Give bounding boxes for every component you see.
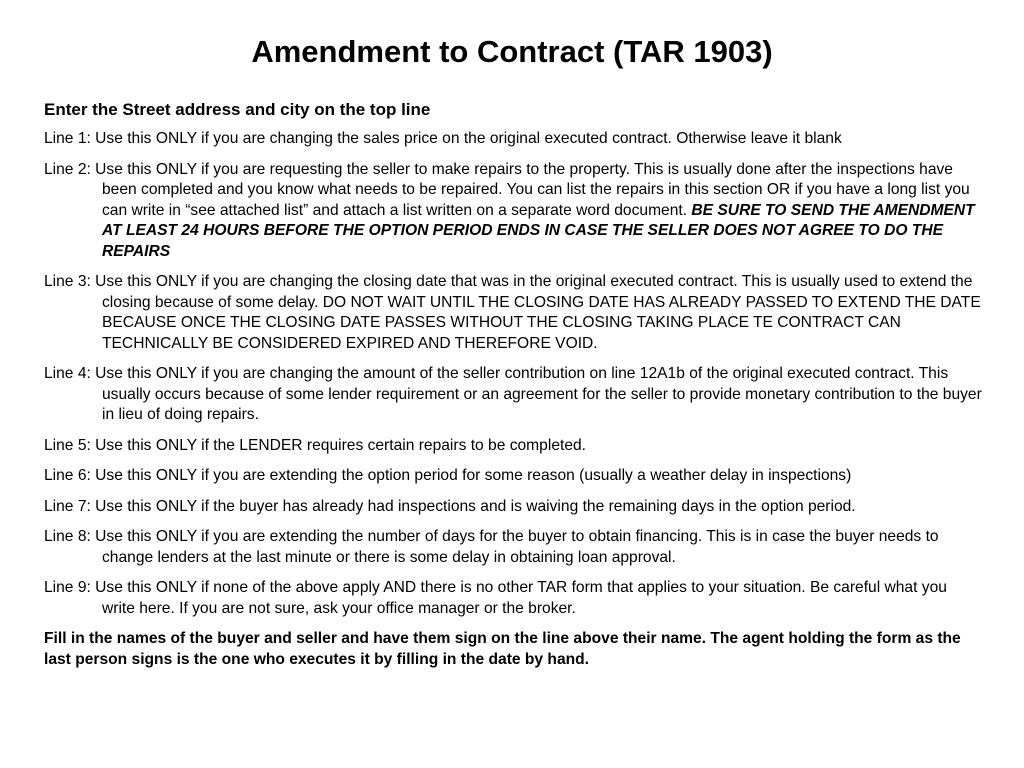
instruction-text: Line 8: Use this ONLY if you are extending the number of days for the buyer to obtain financing. This is in case the buyer needs to change lenders at the last minute or there is some delay in obtaining loan approval.: [44, 528, 939, 566]
instruction-line-2: [44, 160, 984, 263]
page-title: Amendment to Contract (TAR 1903): [251, 34, 773, 69]
instruction-text: Line 5: Use this ONLY if the LENDER requires certain repairs to be completed.: [44, 436, 586, 454]
instruction-text: Line 9: Use this ONLY if none of the above apply AND there is no other TAR form that applies to your situation. Be careful what you write here. If you are not sure, ask your office manager or the broker.: [44, 579, 947, 617]
instruction-text: Line 6: Use this ONLY if you are extending the option period for some reason (usually a weather delay in inspections): [44, 467, 852, 484]
repairs-warning: BE SURE TO SEND THE AMENDMENT AT LEAST 24 HOURS BEFORE THE OPTION PERIOD ENDS IN CASE THE SELLER DOES NOT AGREE TO DO THE REPAIRS: [102, 201, 975, 260]
instructions-body: [44, 99, 984, 670]
instruction-text: Line 4: Use this ONLY if you are changing the amount of the seller contribution on line 12A1b of the original executed contract. This usually occurs because of some lender requirement or an agreement for the seller to provide monetary contribution to the buyer in lieu of doing repairs.: [44, 365, 982, 423]
instruction-line-9: [44, 578, 984, 619]
instruction-line-7: [44, 497, 984, 518]
instruction-line-4: [44, 364, 984, 426]
instruction-text: Line 1: Use this ONLY if you are changing the sales price on the original executed contract. Otherwise leave it blank: [44, 130, 842, 147]
instruction-line-3: [44, 272, 984, 354]
instruction-text: Line 3: Use this ONLY if you are changing the closing date that was in the original executed contract. This is usually used to extend the closing because of some delay. DO NOT WAIT UNTIL THE CLOSING DATE HAS ALREADY PASSED TO EXTEND THE DATE BECAUSE ONCE THE CLOSING DATE PASSES WITHOUT THE CLOSING TAKING PLACE TE CONTRACT CAN TECHNICALLY BE CONSIDERED EXPIRED AND THEREFORE VOID.: [44, 273, 981, 352]
instruction-text: Line 2: Use this ONLY if you are requesting the seller to make repairs to the property. This is usually done after the inspections have been completed and you know what needs to be repaired. You can list the repairs in this section OR if you have a long list you can write in “see attached list” and attach a list written on a separate word document.: [44, 160, 970, 219]
instruction-line-5: [44, 436, 984, 457]
signature-instructions: Fill in the names of the buyer and seller and have them sign on the line above their name. The agent holding the form as the last person signs is the one who executes it by filling in the date by hand.: [44, 630, 961, 668]
section-heading: Enter the Street address and city on the top line: [44, 100, 431, 119]
instruction-line-8: [44, 527, 984, 568]
instruction-text: Line 7: Use this ONLY if the buyer has already had inspections and is waiving the remaining days in the option period.: [44, 497, 856, 515]
instruction-line-1: [44, 129, 984, 150]
instruction-line-6: [44, 466, 984, 487]
